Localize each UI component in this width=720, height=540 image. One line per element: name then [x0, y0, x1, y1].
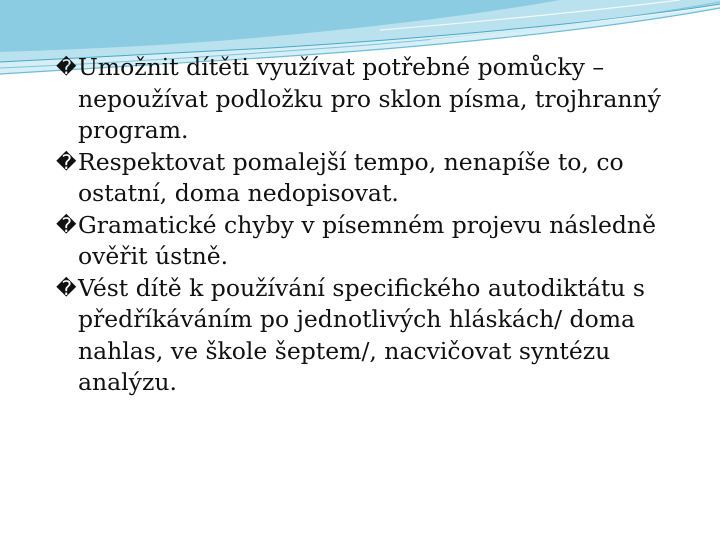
- bullet-item: [56, 273, 696, 399]
- bullet-item: [56, 147, 696, 210]
- bullet-glyph-icon: �: [56, 275, 77, 300]
- bullet-text: Gramatické chyby v písemném projevu následně ověřit ústně.: [78, 210, 656, 270]
- bullet-item: [56, 52, 696, 147]
- bullet-text: Umožnit dítěti využívat potřebné pomůcky – nepoužívat podložku pro sklon písma, trojhranný program.: [78, 53, 661, 144]
- bullet-glyph-icon: �: [56, 55, 77, 79]
- bullet-glyph-icon: �: [56, 149, 77, 174]
- bullet-glyph-icon: �: [56, 212, 77, 237]
- bullet-text: Respektovat pomalejší tempo, nenapíše to, co ostatní, doma nedopisovat.: [78, 147, 624, 207]
- bullet-text: Vést dítě k používání specifického autodiktátu s předříkáváním po jednotlivých hláskách/ doma nahlas, ve škole šeptem/, nacvičovat syntézu analýzu.: [78, 273, 645, 396]
- bullet-list: [56, 52, 696, 399]
- bullet-item: [56, 210, 696, 273]
